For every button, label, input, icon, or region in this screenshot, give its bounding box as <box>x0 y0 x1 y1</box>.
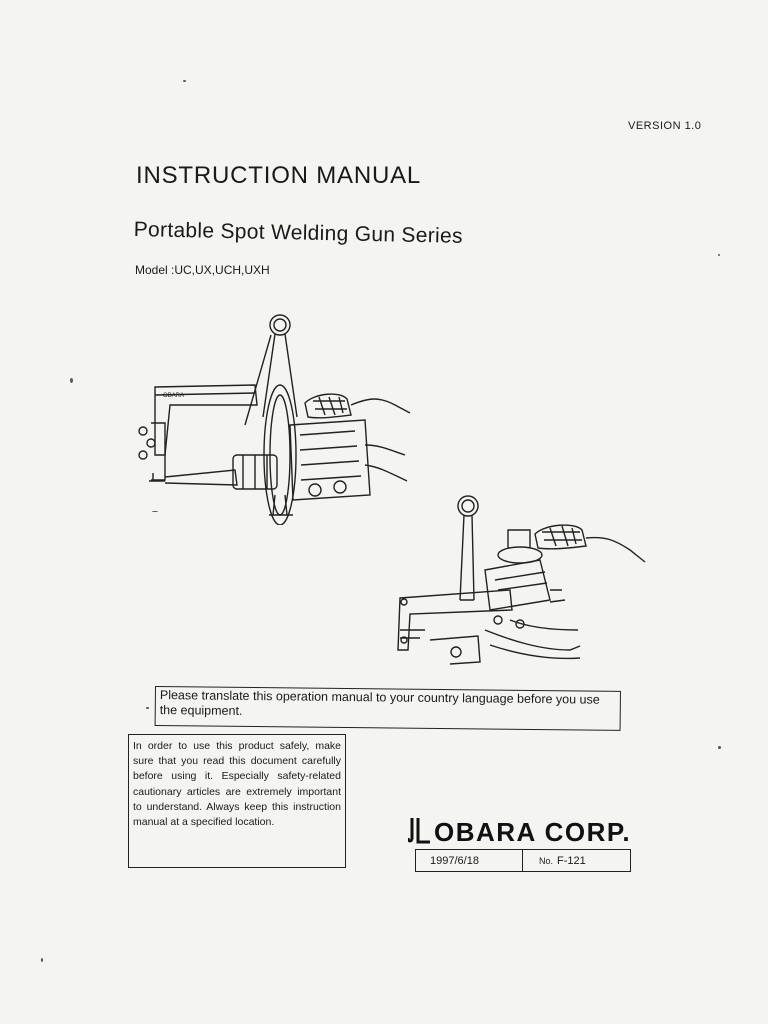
welding-gun-illustration-1 <box>125 305 415 525</box>
document-number: F-121 <box>557 854 586 867</box>
document-info-box <box>415 849 631 872</box>
document-number-prefix: No. <box>539 855 554 866</box>
company-logo <box>408 812 638 846</box>
document-date: 1997/6/18 <box>416 850 523 871</box>
obara-logo-mark <box>408 812 640 846</box>
version-label: VERSION 1.0 <box>628 120 702 132</box>
scan-speck <box>152 511 158 512</box>
translation-notice: Please translate this operation manual to your country language before you use the equipment. <box>155 686 621 731</box>
welding-gun-illustration-2 <box>390 490 660 680</box>
scan-speck <box>183 80 186 82</box>
scan-speck <box>70 378 73 383</box>
scan-speck <box>718 254 720 256</box>
scan-speck <box>146 707 149 709</box>
safety-notice-box: In order to use this product safely, make sure that you read this document carefully before using it. Especially safety-related cautionary articles are extremely important to understand. Always keep this instruction manual at a specified location. <box>128 734 346 868</box>
scan-speck <box>718 746 721 749</box>
company-name: OBARA CORP. <box>434 817 632 846</box>
document-number-cell <box>523 850 630 871</box>
scan-speck <box>41 958 43 962</box>
gun-brand-label: OBARA <box>163 393 185 399</box>
page-title: INSTRUCTION MANUAL <box>136 162 422 189</box>
model-list: Model :UC,UX,UCH,UXH <box>135 263 270 277</box>
page-subtitle: Portable Spot Welding Gun Series <box>133 218 463 248</box>
